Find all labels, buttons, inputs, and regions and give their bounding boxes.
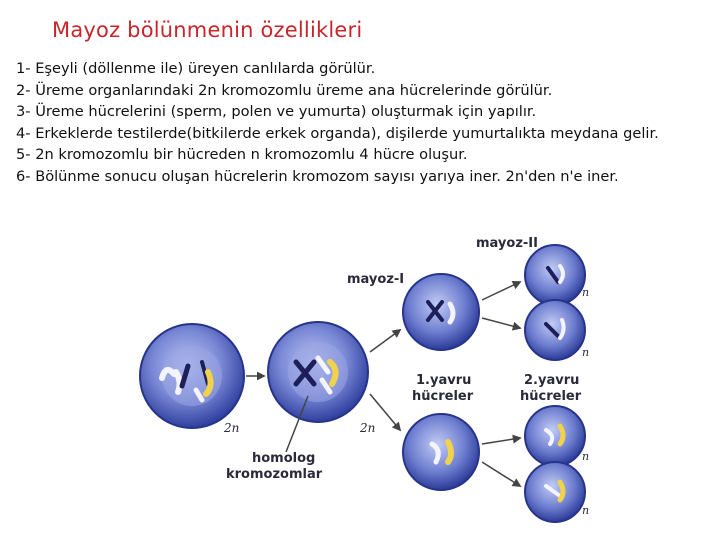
homolog-cell [268,322,368,422]
daughter-cell-1b [403,414,479,490]
gamete-cell-1 [525,245,585,305]
parent-cell [140,324,244,428]
gamete-cell-2 [525,300,585,360]
ploidy-label-gamete-2: n [582,346,590,359]
list-item: 6- Bölünme sonucu oluşan hücrelerin kromozom sayısı yarıya iner. 2n'den n'e iner. [16,167,619,185]
ploidy-label-gamete-4: n [582,504,590,517]
label-mayoz-1: mayoz-I [347,272,405,287]
list-item: 3- Üreme hücrelerini (sperm, polen ve yumurta) oluşturmak için yapılır. [16,103,537,121]
gamete-cell-3 [525,406,585,466]
ploidy-label-parent: 2n [224,421,240,435]
list-item: 5- 2n kromozomlu bir hücreden n kromozomlu 4 hücre oluşur. [16,146,468,164]
label-mayoz-2: mayoz-II [476,236,538,251]
list-item: 2- Üreme organlarındaki 2n kromozomlu üreme ana hücrelerinde görülür. [16,81,553,99]
ploidy-label-homolog: 2n [360,421,376,435]
label-yavru-1-line1: 1.yavru [416,373,472,388]
label-yavru-2-line2: hücreler [520,389,582,404]
list-item: 1- Eşeyli (döllenme ile) üreyen canlılarda görülür. [16,60,376,77]
gamete-cell-4 [525,462,585,522]
label-yavru-1-line2: hücreler [412,389,474,404]
list-item: 4- Erkeklerde testilerde(bitkilerde erkek organda), dişilerde yumurtalıkta meydana gelir. [16,124,659,142]
page-title: Mayoz bölünmenin özellikleri [52,18,363,42]
label-homolog-line1: homolog [252,451,316,466]
ploidy-label-gamete-3: n [582,450,590,463]
label-homolog-line2: kromozomlar [226,467,323,482]
label-yavru-2-line1: 2.yavru [524,373,580,388]
ploidy-label-gamete-1: n [582,286,590,299]
daughter-cell-1a [403,274,479,350]
